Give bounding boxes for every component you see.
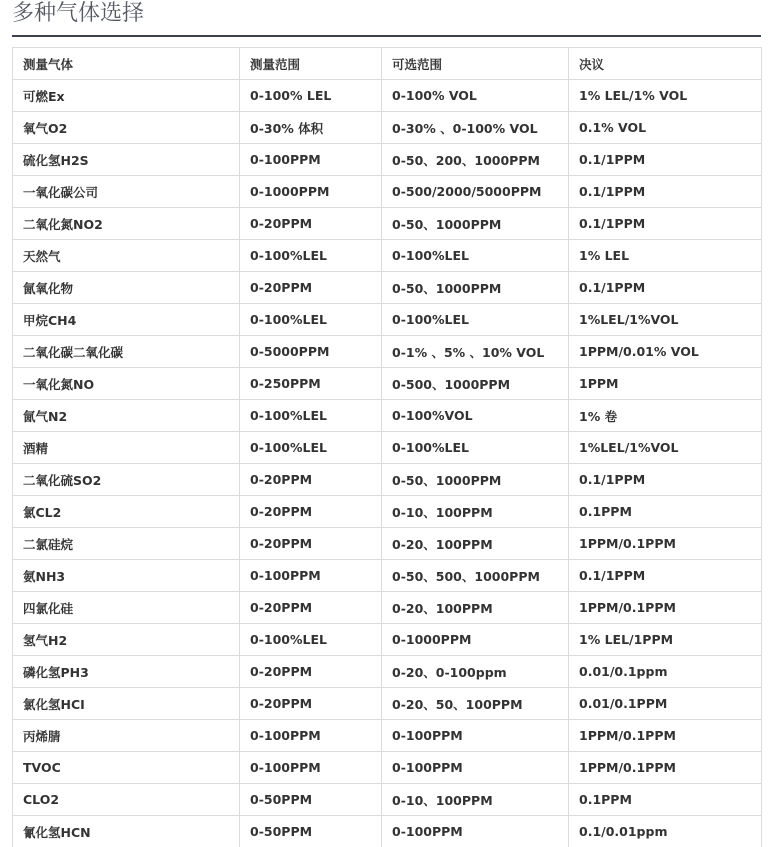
table-row (13, 752, 762, 784)
cell-range: 0-20PPM (240, 272, 382, 304)
cell-resolution: 1%LEL/1%VOL (569, 304, 762, 336)
cell-gas: 硫化氢H2S (13, 144, 240, 176)
table-row (13, 208, 762, 240)
table-row (13, 816, 762, 847)
table-row (13, 656, 762, 688)
cell-gas: 氢气H2 (13, 624, 240, 656)
table-body (13, 80, 762, 847)
table-row (13, 464, 762, 496)
cell-gas: 二氧化碳二氧化碳 (13, 336, 240, 368)
cell-optional-range: 0-100%LEL (382, 240, 569, 272)
cell-resolution: 0.1/1PPM (569, 464, 762, 496)
cell-gas: 氤气N2 (13, 400, 240, 432)
table-row (13, 272, 762, 304)
cell-range: 0-50PPM (240, 816, 382, 847)
cell-resolution: 1PPM/0.1PPM (569, 528, 762, 560)
cell-range: 0-100PPM (240, 144, 382, 176)
cell-range: 0-20PPM (240, 688, 382, 720)
cell-optional-range: 0-50、1000PPM (382, 464, 569, 496)
cell-gas: 氧气O2 (13, 112, 240, 144)
table-row (13, 784, 762, 816)
table-header-row (13, 48, 762, 80)
cell-range: 0-100% LEL (240, 80, 382, 112)
table-row (13, 624, 762, 656)
cell-gas: 丙烯腈 (13, 720, 240, 752)
cell-optional-range: 0-20、0-100ppm (382, 656, 569, 688)
cell-range: 0-5000PPM (240, 336, 382, 368)
cell-gas: 磷化氢PH3 (13, 656, 240, 688)
table-row (13, 368, 762, 400)
table-row (13, 688, 762, 720)
table-row (13, 112, 762, 144)
header-measuring-range: 测量范围 (240, 48, 382, 80)
cell-optional-range: 0-50、500、1000PPM (382, 560, 569, 592)
cell-resolution: 1% LEL/1PPM (569, 624, 762, 656)
cell-gas: 一氧化氮NO (13, 368, 240, 400)
cell-optional-range: 0-100%VOL (382, 400, 569, 432)
cell-range: 0-100%LEL (240, 240, 382, 272)
cell-gas: 天然气 (13, 240, 240, 272)
cell-gas: 酒精 (13, 432, 240, 464)
cell-gas: 氰化氢HCN (13, 816, 240, 847)
cell-optional-range: 0-50、1000PPM (382, 208, 569, 240)
cell-resolution: 0.01/0.1PPM (569, 688, 762, 720)
cell-range: 0-30% 体积 (240, 112, 382, 144)
table-row (13, 496, 762, 528)
cell-optional-range: 0-20、100PPM (382, 592, 569, 624)
cell-resolution: 0.1% VOL (569, 112, 762, 144)
cell-gas: 二氧化硫SO2 (13, 464, 240, 496)
cell-gas: 甲烷CH4 (13, 304, 240, 336)
cell-resolution: 0.1/1PPM (569, 272, 762, 304)
cell-optional-range: 0-1000PPM (382, 624, 569, 656)
cell-range: 0-100PPM (240, 752, 382, 784)
table-row (13, 80, 762, 112)
table-row (13, 400, 762, 432)
cell-gas: 二氯硅烷 (13, 528, 240, 560)
table-row (13, 144, 762, 176)
cell-range: 0-20PPM (240, 208, 382, 240)
cell-resolution: 0.01/0.1ppm (569, 656, 762, 688)
cell-gas: CLO2 (13, 784, 240, 816)
cell-range: 0-50PPM (240, 784, 382, 816)
cell-optional-range: 0-10、100PPM (382, 496, 569, 528)
cell-range: 0-100%LEL (240, 304, 382, 336)
cell-optional-range: 0-1% 、5% 、10% VOL (382, 336, 569, 368)
cell-range: 0-100PPM (240, 720, 382, 752)
cell-optional-range: 0-50、200、1000PPM (382, 144, 569, 176)
cell-optional-range: 0-100%LEL (382, 304, 569, 336)
cell-resolution: 1PPM/0.1PPM (569, 592, 762, 624)
cell-optional-range: 0-100PPM (382, 752, 569, 784)
cell-resolution: 0.1/1PPM (569, 560, 762, 592)
cell-range: 0-20PPM (240, 464, 382, 496)
table-row (13, 528, 762, 560)
cell-optional-range: 0-30% 、0-100% VOL (382, 112, 569, 144)
cell-resolution: 0.1/1PPM (569, 208, 762, 240)
table-row (13, 176, 762, 208)
cell-range: 0-1000PPM (240, 176, 382, 208)
cell-resolution: 0.1/1PPM (569, 144, 762, 176)
cell-optional-range: 0-20、50、100PPM (382, 688, 569, 720)
gas-selection-table (12, 47, 762, 847)
table-row (13, 592, 762, 624)
cell-optional-range: 0-100PPM (382, 816, 569, 847)
table-row (13, 240, 762, 272)
table-row (13, 560, 762, 592)
cell-range: 0-100%LEL (240, 432, 382, 464)
cell-optional-range: 0-100%LEL (382, 432, 569, 464)
cell-optional-range: 0-20、100PPM (382, 528, 569, 560)
table-row (13, 720, 762, 752)
cell-range: 0-100%LEL (240, 624, 382, 656)
cell-resolution: 1% 卷 (569, 400, 762, 432)
cell-gas: TVOC (13, 752, 240, 784)
table-row (13, 336, 762, 368)
cell-range: 0-100PPM (240, 560, 382, 592)
cell-gas: 氨NH3 (13, 560, 240, 592)
cell-gas: 氯化氢HCI (13, 688, 240, 720)
cell-resolution: 1% LEL/1% VOL (569, 80, 762, 112)
table-row (13, 304, 762, 336)
cell-resolution: 1PPM/0.1PPM (569, 752, 762, 784)
cell-gas: 四氯化硅 (13, 592, 240, 624)
cell-range: 0-20PPM (240, 496, 382, 528)
cell-optional-range: 0-100PPM (382, 720, 569, 752)
header-optional-range: 可选范围 (382, 48, 569, 80)
cell-resolution: 1%LEL/1%VOL (569, 432, 762, 464)
cell-resolution: 0.1/1PPM (569, 176, 762, 208)
title-divider (12, 35, 761, 37)
cell-optional-range: 0-500/2000/5000PPM (382, 176, 569, 208)
cell-resolution: 1% LEL (569, 240, 762, 272)
cell-optional-range: 0-10、100PPM (382, 784, 569, 816)
header-measured-gas: 测量气体 (13, 48, 240, 80)
cell-optional-range: 0-100% VOL (382, 80, 569, 112)
cell-gas: 二氧化氮NO2 (13, 208, 240, 240)
cell-gas: 氯CL2 (13, 496, 240, 528)
cell-resolution: 1PPM/0.1PPM (569, 720, 762, 752)
cell-range: 0-20PPM (240, 656, 382, 688)
cell-resolution: 0.1/0.01ppm (569, 816, 762, 847)
cell-range: 0-20PPM (240, 528, 382, 560)
cell-gas: 氤氧化物 (13, 272, 240, 304)
cell-gas: 可燃Ex (13, 80, 240, 112)
cell-gas: 一氧化碳公司 (13, 176, 240, 208)
cell-resolution: 0.1PPM (569, 784, 762, 816)
page-title: 多种气体选择 (12, 1, 145, 26)
cell-resolution: 1PPM (569, 368, 762, 400)
cell-optional-range: 0-50、1000PPM (382, 272, 569, 304)
cell-range: 0-20PPM (240, 592, 382, 624)
header-resolution: 决议 (569, 48, 762, 80)
table-row (13, 432, 762, 464)
cell-resolution: 1PPM/0.01% VOL (569, 336, 762, 368)
cell-range: 0-100%LEL (240, 400, 382, 432)
cell-optional-range: 0-500、1000PPM (382, 368, 569, 400)
cell-range: 0-250PPM (240, 368, 382, 400)
cell-resolution: 0.1PPM (569, 496, 762, 528)
